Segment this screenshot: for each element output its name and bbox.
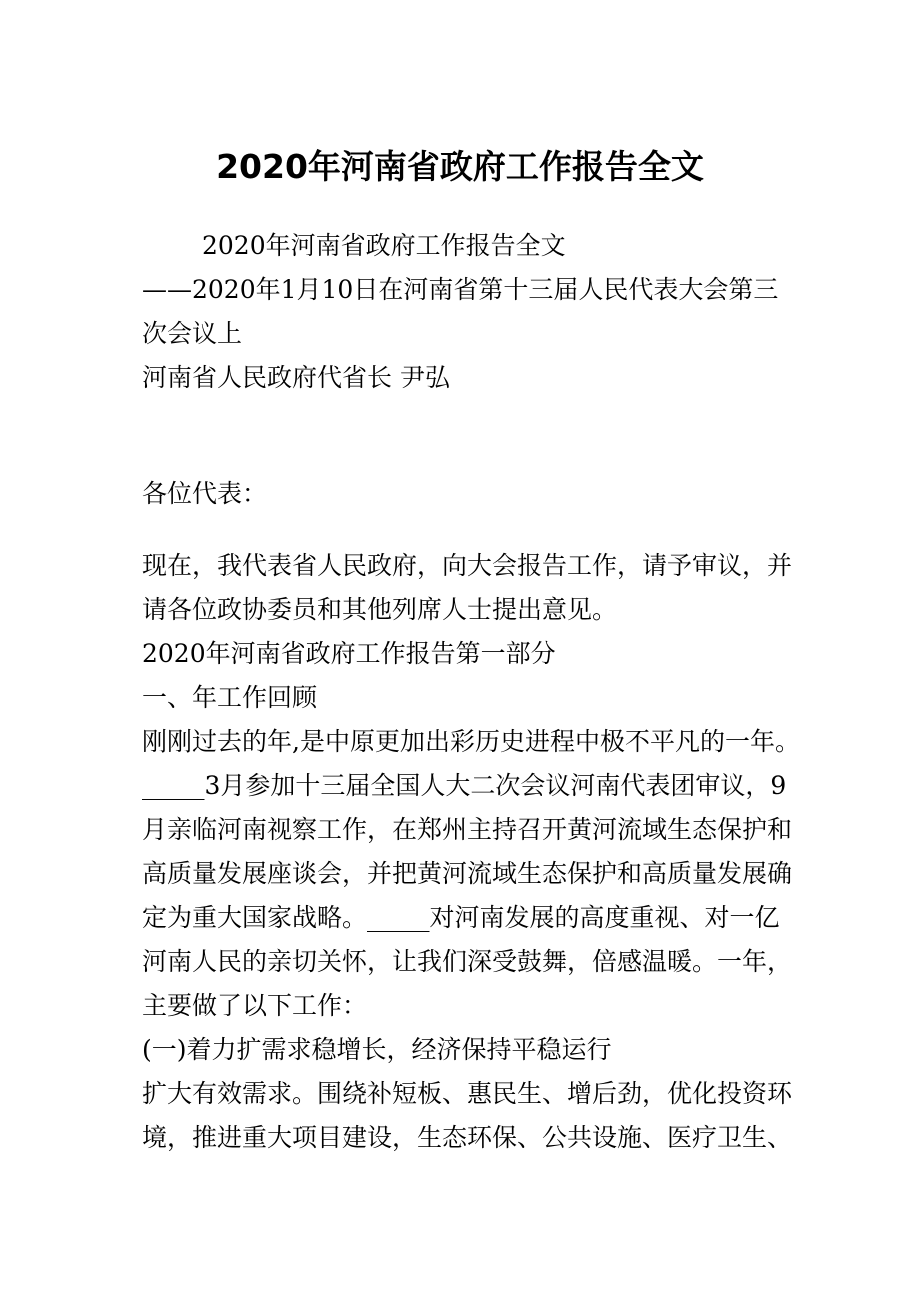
- spacer: [142, 444, 792, 472]
- document-body: [142, 224, 800, 1160]
- paragraph-line: _____3月参加十三届全国人大二次会议河南代表团审议，9: [142, 771, 787, 800]
- subsection-heading: (一)着力扩需求稳增长，经济保持平稳运行: [142, 1035, 612, 1064]
- document-subtitle: 2020年河南省政府工作报告全文: [202, 231, 566, 260]
- paragraph-line: 刚刚过去的年,是中原更加出彩历史进程中极不平凡的一年。: [142, 727, 800, 756]
- document-title: 2020年河南省政府工作报告全文: [216, 147, 704, 186]
- spacer: [142, 400, 792, 444]
- paragraph-line: 河南人民的亲切关怀，让我们深受鼓舞，倍感温暖。一年，: [142, 947, 793, 976]
- paragraph-line: 高质量发展座谈会，并把黄河流域生态保护和高质量发展确: [142, 859, 793, 888]
- dateline-line-1: ——2020年1月10日在河南省第十三届人民代表大会第三: [142, 275, 779, 304]
- salutation: 各位代表：: [142, 479, 268, 508]
- spacer: [142, 516, 792, 544]
- paragraph-line: 请各位政协委员和其他列席人士提出意见。: [142, 595, 618, 624]
- paragraph-line: 现在，我代表省人民政府，向大会报告工作，请予审议，并: [142, 551, 793, 580]
- paragraph-line: 定为重大国家战略。_____对河南发展的高度重视、对一亿: [142, 903, 780, 932]
- paragraph-line: 扩大有效需求。围绕补短板、惠民生、增后劲，优化投资环: [142, 1079, 793, 1108]
- paragraph-line: 月亲临河南视察工作，在郑州主持召开黄河流域生态保护和: [142, 815, 793, 844]
- section-heading: 2020年河南省政府工作报告第一部分: [142, 639, 556, 668]
- paragraph-line: 境，推进重大项目建设，生态环保、公共设施、医疗卫生、: [142, 1123, 793, 1152]
- dateline-line-2: 次会议上: [142, 319, 243, 348]
- speaker-line: 河南省人民政府代省长 尹弘: [142, 363, 450, 392]
- section-heading: 一、年工作回顾: [142, 683, 318, 712]
- paragraph-line: 主要做了以下工作：: [142, 991, 368, 1020]
